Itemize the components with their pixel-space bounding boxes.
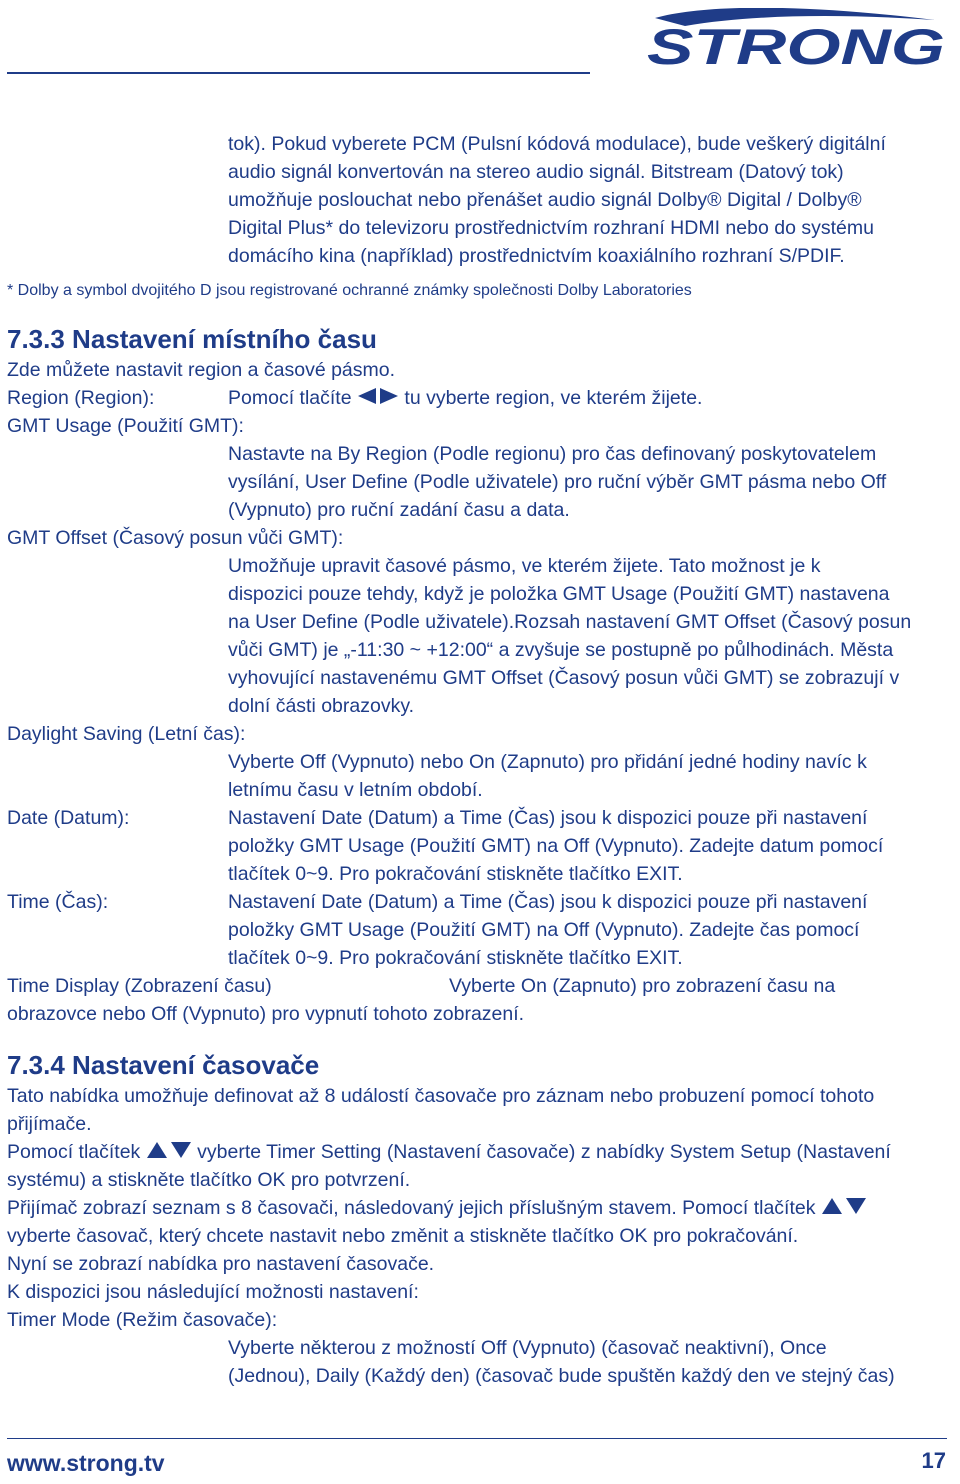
term-timer-mode: Timer Mode (Režim časovače): bbox=[7, 1309, 278, 1331]
dolby-footnote: * Dolby a symbol dvojitého D jsou registrované ochranné známky společnosti Dolby Laboratories bbox=[7, 282, 692, 299]
def-time-display: Vyberte On (Zapnuto) pro zobrazení času na bbox=[449, 975, 836, 997]
text-line: letnímu času v letním období. bbox=[228, 779, 483, 801]
text-line: K dispozici jsou následující možnosti nastavení: bbox=[7, 1281, 419, 1303]
text-line: Vyberte Off (Vypnuto) nebo On (Zapnuto) pro přidání jedné hodiny navíc k bbox=[228, 751, 867, 773]
text-line: Nyní se zobrazí nabídka pro nastavení časovače. bbox=[7, 1253, 435, 1275]
term-gmt-usage: GMT Usage (Použití GMT): bbox=[7, 415, 244, 437]
term-time: Time (Čas): bbox=[7, 891, 109, 913]
paragraph-audio bbox=[7, 130, 947, 270]
text-line: Vyberte některou z možností Off (Vypnuto) (časovač neaktivní), Once bbox=[228, 1337, 827, 1359]
intro-7-3-3: Zde můžete nastavit region a časové pásmo. bbox=[7, 359, 396, 381]
up-down-arrows-icon bbox=[821, 1197, 867, 1215]
text-part: Pomocí tlačítek bbox=[7, 1141, 141, 1163]
page-number: 17 bbox=[921, 1448, 946, 1473]
term-daylight-saving: Daylight Saving (Letní čas): bbox=[7, 723, 246, 745]
def-gmt-usage bbox=[7, 440, 947, 524]
text-line: vysílání, User Define (Podle uživatele) pro ruční výběr GMT pásma nebo Off bbox=[228, 471, 887, 493]
def-gmt-offset bbox=[7, 552, 947, 720]
term-date: Date (Datum): bbox=[7, 807, 130, 829]
text-line: Umožňuje upravit časové pásmo, ve kterém žijete. Tato možnost je k bbox=[228, 555, 821, 577]
left-right-arrows-icon bbox=[357, 387, 399, 405]
def-timer-mode bbox=[7, 1334, 947, 1390]
term-gmt-offset: GMT Offset (Časový posun vůči GMT): bbox=[7, 527, 344, 549]
text-line: položky GMT Usage (Použití GMT) na Off (Vypnuto). Zadejte datum pomocí bbox=[228, 835, 884, 857]
heading-7-3-4: 7.3.4 Nastavení časovače bbox=[7, 1050, 320, 1080]
text-line: vůči GMT) je „-11:30 ~ +12:00“ a zvyšuje se postupně po půlhodinách. Města bbox=[228, 639, 894, 661]
def-time-display-cont: obrazovce nebo Off (Vypnuto) pro vypnutí tohoto zobrazení. bbox=[7, 1003, 525, 1025]
def-daylight-saving bbox=[7, 748, 947, 804]
text-line: na User Define (Podle uživatele).Rozsah nastavení GMT Offset (Časový posun bbox=[228, 611, 912, 633]
text-part: Přijímač zobrazí seznam s 8 časovači, následovaný jejich příslušným stavem. Pomocí tlačítek bbox=[7, 1197, 816, 1219]
page-content bbox=[7, 130, 947, 1390]
term-region: Region (Region): bbox=[7, 387, 155, 409]
text-line: Nastavte na By Region (Podle regionu) pro čas definovaný poskytovatelem bbox=[228, 443, 877, 465]
strong-logo bbox=[645, 8, 950, 70]
def-date-line-1: Nastavení Date (Datum) a Time (Čas) jsou k dispozici pouze při nastavení bbox=[228, 807, 868, 829]
text-line: tok). Pokud vyberete PCM (Pulsní kódová modulace), bude veškerý digitální bbox=[228, 133, 886, 155]
text-line: domácího kina (například) prostřednictvím koaxiálního rozhraní S/PDIF. bbox=[228, 245, 845, 267]
text-line: audio signál konvertován na stereo audio signál. Bitstream (Datový tok) bbox=[228, 161, 844, 183]
paragraph-timer-setting bbox=[7, 1138, 947, 1166]
footer-rule bbox=[7, 1438, 947, 1439]
heading-7-3-3: 7.3.3 Nastavení místního času bbox=[7, 324, 377, 354]
def-region-part-a: Pomocí tlačíte bbox=[228, 387, 352, 409]
def-date bbox=[7, 832, 947, 888]
row-time bbox=[7, 888, 947, 916]
def-region bbox=[228, 384, 702, 412]
header-rule bbox=[7, 72, 590, 74]
paragraph-timer-list bbox=[7, 1194, 947, 1222]
row-time-display bbox=[7, 972, 947, 1000]
text-line: dispozici pouze tehdy, když je položka GMT Usage (Použití GMT) nastavena bbox=[228, 583, 890, 605]
text-line: tlačítek 0~9. Pro pokračování stiskněte tlačítko EXIT. bbox=[228, 863, 683, 885]
text-line: položky GMT Usage (Použití GMT) na Off (Vypnuto). Zadejte čas pomocí bbox=[228, 919, 860, 941]
text-line: (Jednou), Daily (Každý den) (časovač bude spuštěn každý den ve stejný čas) bbox=[228, 1365, 895, 1387]
text-line: Tato nabídka umožňuje definovat až 8 událostí časovače pro záznam nebo probuzení pomocí tohoto bbox=[7, 1085, 875, 1107]
text-part: vyberte Timer Setting (Nastavení časovače) z nabídky System Setup (Nastavení bbox=[197, 1141, 891, 1163]
text-line: systému) a stiskněte tlačítko OK pro potvrzení. bbox=[7, 1169, 411, 1191]
def-time-line-1: Nastavení Date (Datum) a Time (Čas) jsou k dispozici pouze při nastavení bbox=[228, 891, 868, 913]
def-region-part-b: tu vyberte region, ve kterém žijete. bbox=[404, 387, 703, 409]
logo-wordmark: STRONG bbox=[647, 19, 945, 70]
text-line: přijímače. bbox=[7, 1113, 92, 1135]
text-line: dolní části obrazovky. bbox=[228, 695, 415, 717]
row-date bbox=[7, 804, 947, 832]
text-line: tlačítek 0~9. Pro pokračování stiskněte tlačítko EXIT. bbox=[228, 947, 683, 969]
up-down-arrows-icon bbox=[146, 1141, 192, 1159]
text-line: vyberte časovač, který chcete nastavit nebo změnit a stiskněte tlačítko OK pro pokračování. bbox=[7, 1225, 799, 1247]
text-line: Digital Plus* do televizoru prostřednictvím rozhraní HDMI nebo do systému bbox=[228, 217, 874, 239]
text-line: umožňuje poslouchat nebo přenášet audio signál Dolby® Digital / Dolby® bbox=[228, 189, 862, 211]
term-time-display: Time Display (Zobrazení času) bbox=[7, 975, 272, 997]
footer-website-link[interactable]: www.strong.tv bbox=[7, 1450, 165, 1476]
text-line: (Vypnuto) pro ruční zadání času a data. bbox=[228, 499, 570, 521]
def-time bbox=[7, 916, 947, 972]
text-line: vyhovující nastavenému GMT Offset (Časový posun vůči GMT) se zobrazují v bbox=[228, 667, 900, 689]
row-region bbox=[7, 384, 947, 412]
